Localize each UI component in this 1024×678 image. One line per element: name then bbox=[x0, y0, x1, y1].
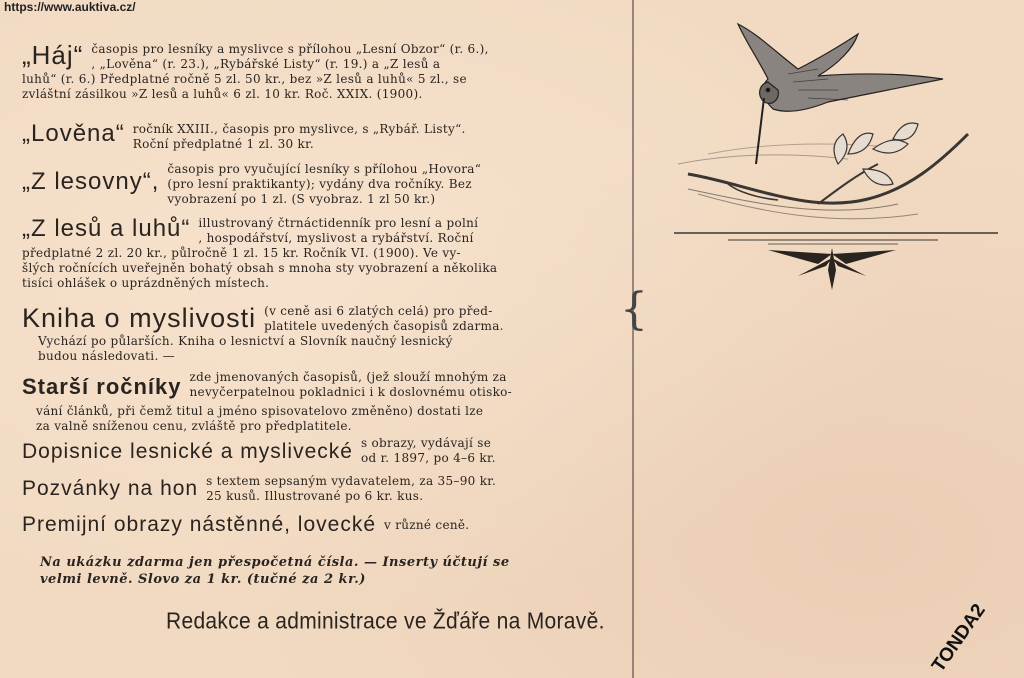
starsi-title: Starší ročníky bbox=[22, 374, 182, 399]
zlesovny-line-3: vyobrazení po 1 zl. (S vyobraz. 1 zl 50 kr.) bbox=[167, 192, 436, 206]
zlesu-line-3: předplatné 2 zl. 20 kr., půlročně 1 zl. 15 kr. Ročník VI. (1900). Ve vy- bbox=[22, 246, 461, 260]
starsi-line-1: zde jmenovaných časopisů, (jež slouží mnohým za bbox=[189, 370, 507, 384]
pozvanky-line-1: s textem sepsaným vydavatelem, za 35–90 kr. bbox=[206, 474, 497, 488]
zlesu-line-4: šlých ročnících uveřejněn bohatý obsah s mnoha sty vyobrazení a několika bbox=[22, 261, 498, 275]
kniha-line-3: Vychází po půlarších. Kniha o lesnictví a Slovník naučný lesnický bbox=[38, 334, 453, 348]
kniha-line-4: budou následovati. — bbox=[38, 349, 175, 363]
branch-illustration bbox=[678, 134, 968, 219]
premijni-line-1: v různé ceně. bbox=[384, 518, 470, 532]
watermark-url: https://www.auktiva.cz/ bbox=[4, 0, 136, 14]
zlesovny-title: „Z lesovny“, bbox=[22, 168, 160, 195]
pozvanky-title: Pozvánky na hon bbox=[22, 477, 199, 500]
lovena-line-2: Roční předplatné 1 zl. 30 kr. bbox=[132, 137, 314, 151]
zlesu-line-1: illustrovaný čtrnáctidenník pro lesní a polní bbox=[198, 216, 479, 230]
seller-stamp: TONDA2 bbox=[928, 600, 990, 677]
kniha-line-1: (v ceně asi 6 zlatých celá) pro před- bbox=[264, 304, 493, 318]
leaves-illustration bbox=[834, 123, 918, 185]
starsi-line-3: vání článků, při čemž titul a jméno spisovatelovo změněno) dostati lze bbox=[36, 404, 484, 418]
haj-line-4: zvláštní zásilkou »Z lesů a luhů« 6 zl. 10 kr. Roč. XXIX. (1900). bbox=[22, 87, 423, 101]
dopisnice-title: Dopisnice lesnické a myslivecké bbox=[22, 440, 353, 463]
vertical-divider bbox=[632, 0, 634, 678]
dopisnice-line-1: s obrazy, vydávají se bbox=[360, 436, 492, 450]
haj-line-3: luhů“ (r. 6.) Předplatné ročně 5 zl. 50 kr., bez »Z lesů a luhů« 5 zl., se bbox=[22, 72, 467, 86]
rule-ornament bbox=[674, 233, 998, 244]
haj-section bbox=[22, 40, 614, 102]
haj-title: „Háj“ bbox=[22, 40, 84, 70]
note-section bbox=[40, 554, 615, 588]
kniha-line-2: platitele uvedených časopisů zdarma. bbox=[264, 319, 504, 333]
dopisnice-section bbox=[22, 436, 614, 468]
starsi-section bbox=[22, 370, 614, 434]
lovena-line-1: ročník XXIII., časopis pro myslivce, s „Rybář. Listy“. bbox=[132, 122, 466, 136]
woodcock-vignette bbox=[668, 14, 998, 294]
zlesovny-line-1: časopis pro vyučující lesníky s přílohou „Hovora“ bbox=[167, 162, 482, 176]
premijni-section bbox=[22, 510, 614, 540]
starsi-line-2: nevyčerpatelnou pokladnici i k doslovnému otisko- bbox=[189, 385, 513, 399]
kniha-section bbox=[22, 302, 614, 364]
pozvanky-line-2: 25 kusů. Illustrované po 6 kr. kus. bbox=[206, 489, 424, 503]
lovena-section bbox=[22, 120, 614, 152]
star-ornament bbox=[768, 248, 896, 290]
zlesu-section bbox=[22, 214, 614, 291]
haj-line-2: , „Lověna“ (r. 23.), „Rybářské Listy“ (r. 19.) a „Z lesů a bbox=[91, 57, 441, 71]
premijni-title: Premijní obrazy nástěnné, lovecké bbox=[22, 513, 376, 536]
note-line-2: velmi levně. Slovo za 1 kr. (tučné za 2 kr.) bbox=[40, 572, 366, 587]
zlesu-title: „Z lesů a luhů“ bbox=[22, 215, 191, 242]
publisher-address: Redakce a administrace ve Žďáře na Moravě. bbox=[166, 608, 605, 635]
lovena-title: „Lověna“ bbox=[22, 120, 125, 147]
zlesu-line-2: , hospodářství, myslivost a rybářství. Roční bbox=[198, 231, 474, 245]
note-line-1: Na ukázku zdarma jen přespočetná čísla. — Inserty účtují se bbox=[40, 555, 510, 570]
zlesovny-line-2: (pro lesní praktikanty); vydány dva ročníky. Bez bbox=[167, 177, 472, 191]
brace-ornament: { bbox=[620, 284, 648, 335]
dopisnice-line-2: od r. 1897, po 4–6 kr. bbox=[360, 451, 496, 465]
zlesovny-section bbox=[22, 162, 614, 207]
kniha-title: Kniha o myslivosti bbox=[22, 303, 257, 333]
zlesu-line-5: tisíci ohlášek o uprázdněných místech. bbox=[22, 276, 270, 290]
pozvanky-section bbox=[22, 474, 614, 504]
haj-line-1: časopis pro lesníky a myslivce s přílohou „Lesní Obzor“ (r. 6.), bbox=[91, 42, 489, 56]
starsi-line-4: za valně sníženou cenu, zvláště pro předplatitele. bbox=[36, 419, 352, 433]
